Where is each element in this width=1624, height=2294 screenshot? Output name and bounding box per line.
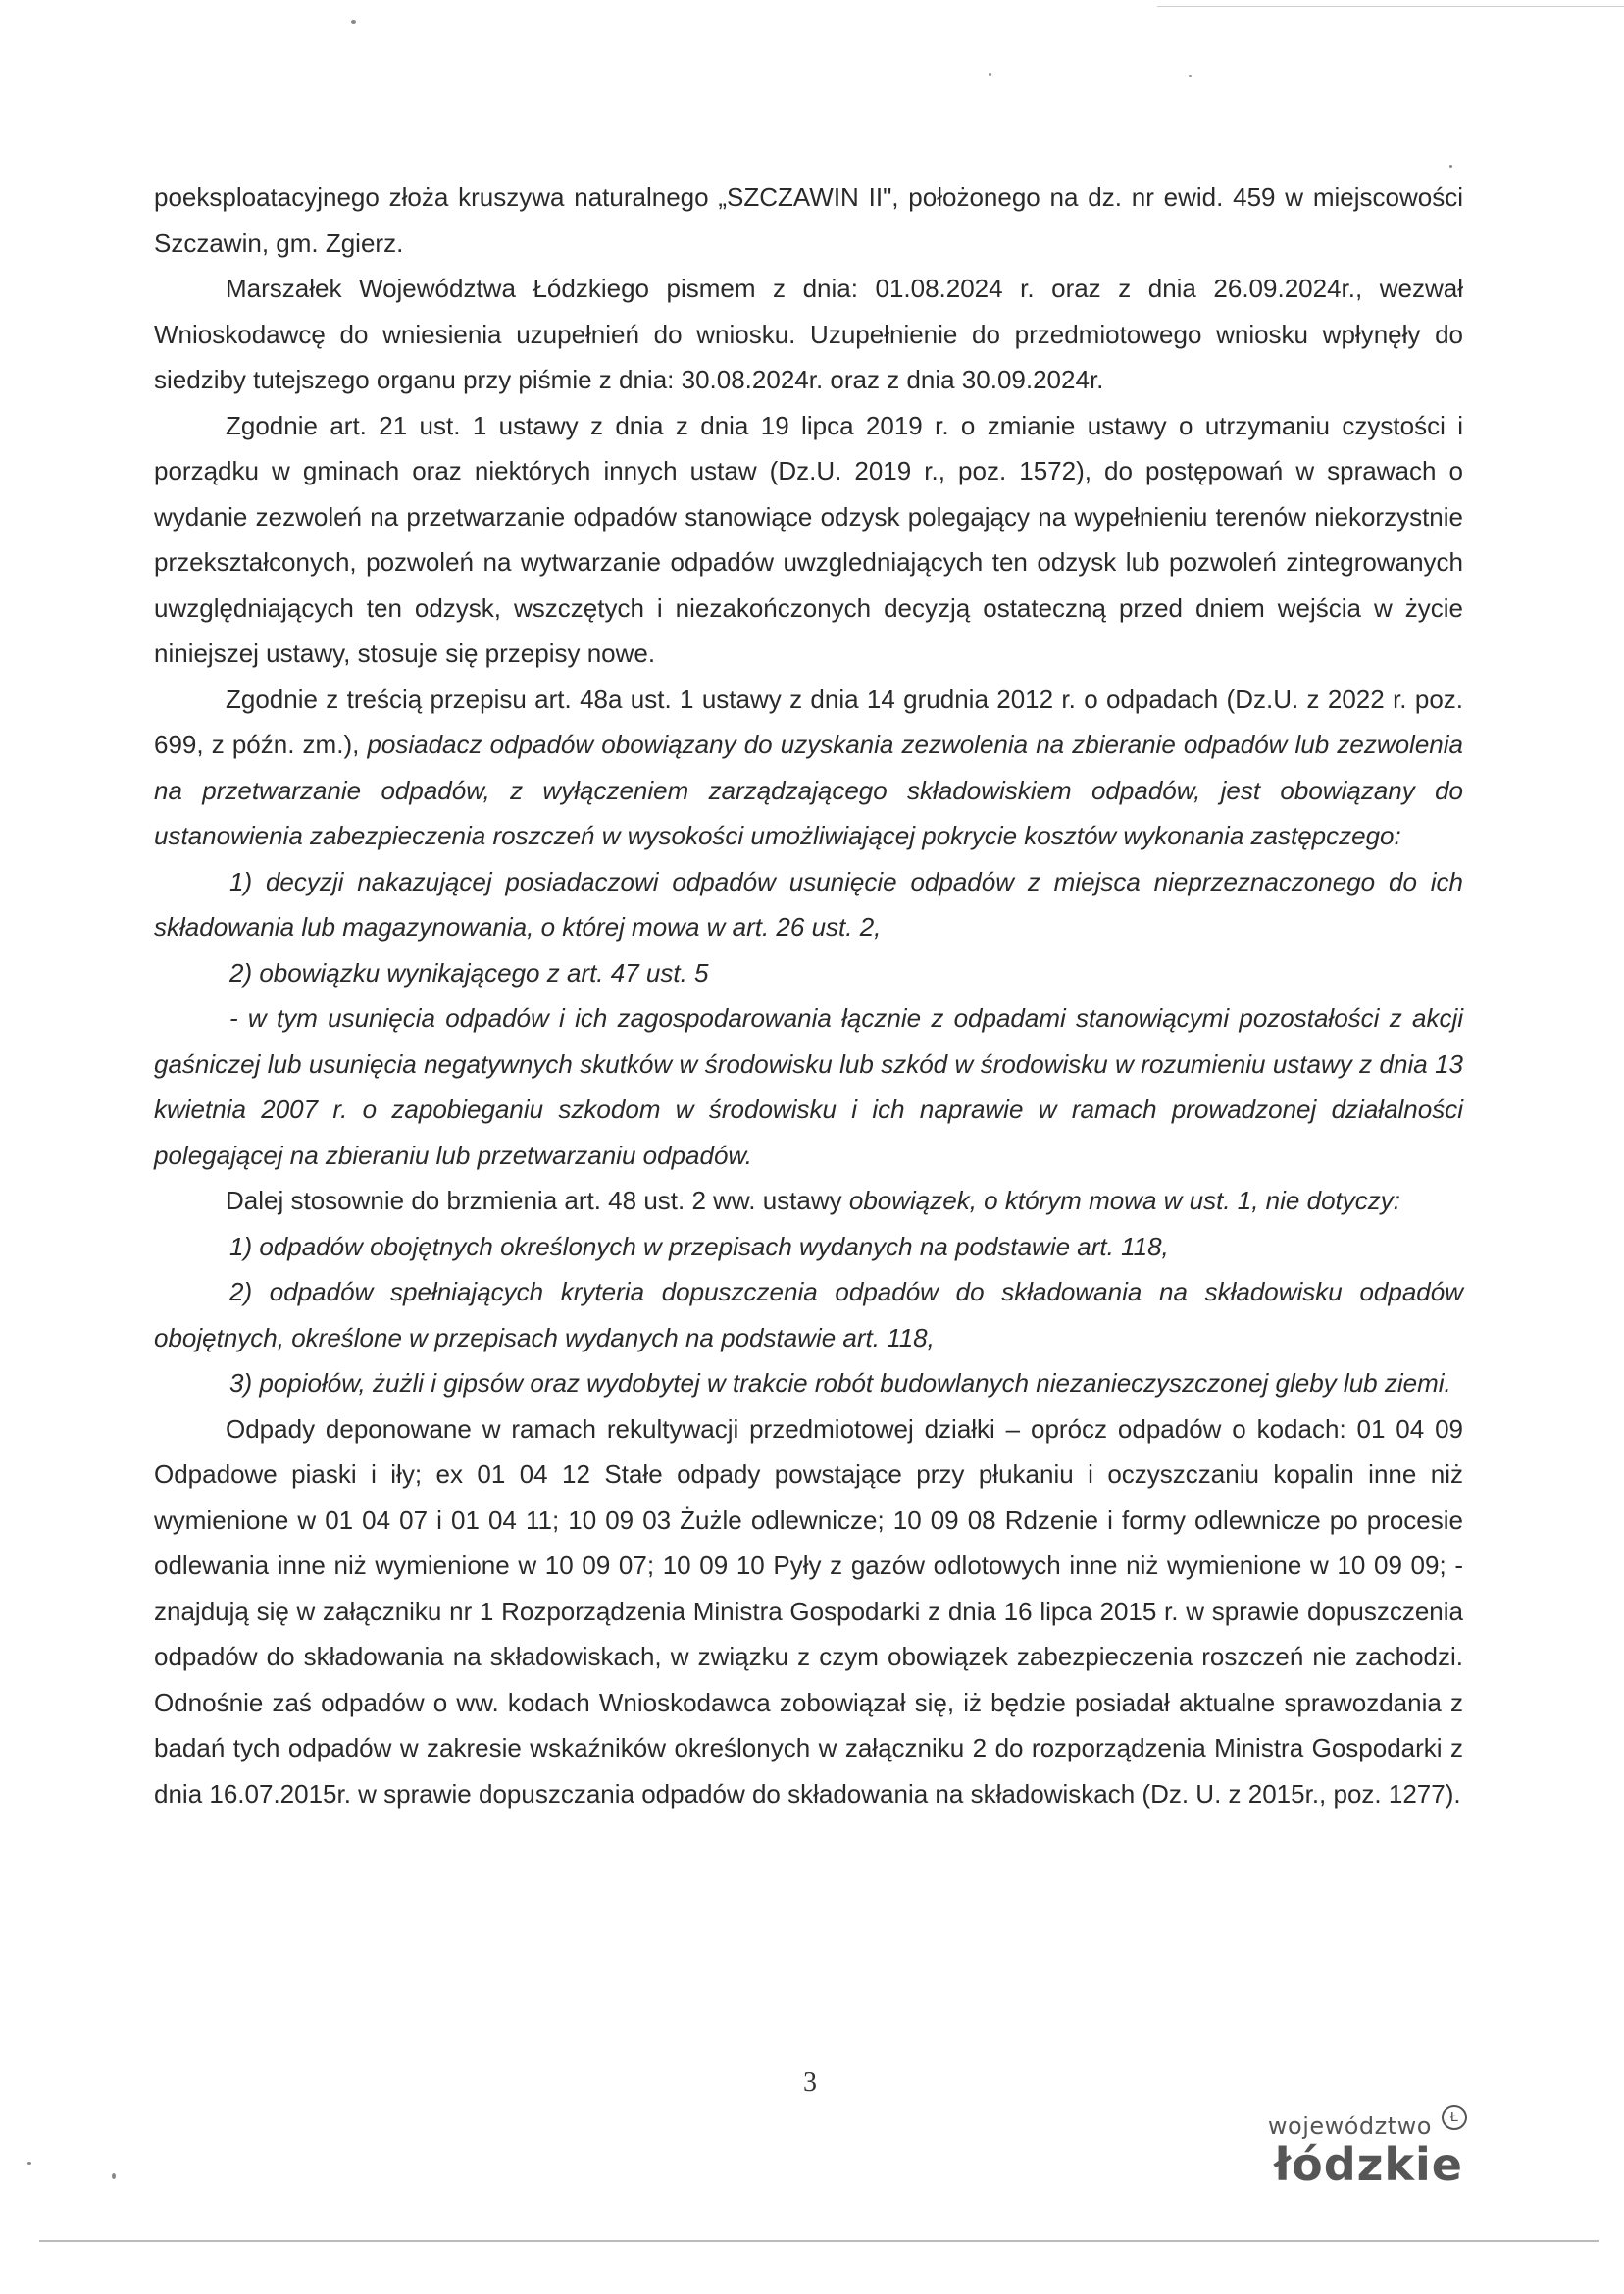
paragraph-text: poeksploatacyjnego złoża kruszywa naturalnego „SZCZAWIN II", położonego na dz. nr ewid. 459 w miejscowości Szczawin, gm. Zgierz. — [154, 182, 1463, 258]
scan-speck — [351, 20, 356, 24]
logo-mark-icon: Ł — [1442, 2105, 1467, 2130]
paragraph-text: Odpady deponowane w ramach rekultywacji przedmiotowej działki – oprócz odpadów o kodach: 01 04 09 Odpadowe piaski i iły; ex 01 04 12 Stałe odpady powstające przy płukaniu i oczyszczaniu kopalin inne niż wymienione w 01 04 07 i 01 04 11; 10 09 03 Żużle odlewnicze; 10 09 08 Rdzenie i formy odlewnicze po procesie odlewania inne niż wymienione w 10 09 07; 10 09 10 Pyły z gazów odlotowych inne niż wymienione w 10 09 09; - znajdują się w załączniku nr 1 Rozporządzenia Ministra Gospodarki z dnia 16 lipca 2015 r. w sprawie dopuszczenia odpadów do składowania na składowiskach, w związku z czym obowiązek zabezpieczenia roszczeń nie zachodzi. Odnośnie zaś odpadów o ww. kodach Wnioskodawca zobowiązał się, iż będzie posiadał aktualne sprawozdania z badań tych odpadów w zakresie wskaźników określonych w załączniku 2 do rozporządzenia Ministra Gospodarki z dnia 16.07.2015r. w sprawie dopuszczania odpadów do składowania na składowiskach (Dz. U. z 2015r., poz. 1277). — [154, 1413, 1463, 1809]
paragraph-text: Zgodnie z treścią przepisu art. 48a ust. 1 ustawy z dnia 14 grudnia 2012 r. o odpadach (Dz.U. z 2022 r. poz. 699, z późn. zm.), — [154, 684, 1463, 759]
italic-quote-text: 2) odpadów spełniających kryteria dopuszczenia odpadów do składowania na składowisku odpadów obojętnych, określone w przepisach wydanych na podstawie art. 118, — [154, 1277, 1463, 1352]
italic-quote-text: 3) popiołów, żużli i gipsów oraz wydobytej w trakcie robót budowlanych niezanieczyszczonej gleby lub ziemi. — [229, 1368, 1451, 1398]
footer-divider — [39, 2240, 1599, 2242]
scan-edge-line — [1157, 6, 1624, 7]
paragraph — [154, 175, 1463, 266]
scan-speck — [1189, 75, 1192, 77]
paragraph — [154, 995, 1463, 1178]
paragraph — [154, 266, 1463, 403]
paragraph-text: Dalej stosownie do brzmienia art. 48 ust. 2 ww. ustawy — [226, 1186, 849, 1215]
italic-quote-text: - w tym usunięcia odpadów i ich zagospodarowania łącznie z odpadami stanowiącymi pozostałości z akcji gaśniczej lub usunięcia negatywnych skutków w środowisku lub szkód w środowisku w rozumieniu ustawy z dnia 13 kwietnia 2007 r. o zapobieganiu szkodom w środowisku i ich naprawie w ramach prowadzonej działalności polegającej na zbieraniu lub przetwarzaniu odpadów. — [154, 1003, 1463, 1170]
page-number: 3 — [803, 2067, 817, 2098]
italic-quote-text: 2) obowiązku wynikającego z art. 47 ust. 5 — [229, 957, 709, 988]
paragraph — [154, 1360, 1463, 1406]
italic-quote-text: obowiązek, o którym mowa w ust. 1, nie dotyczy: — [848, 1186, 1400, 1215]
paragraph — [154, 950, 1463, 996]
paragraph-text: Zgodnie art. 21 ust. 1 ustawy z dnia z dnia 19 lipca 2019 r. o zmianie ustawy o utrzymaniu czystości i porządku w gminach oraz niektórych innych ustaw (Dz.U. 2019 r., poz. 1572), do postępowań w sprawach o wydanie zezwoleń na przetwarzanie odpadów stanowiące odzysk polegający na wypełnieniu terenów niekorzystnie przekształconych, pozwoleń na wytwarzanie odpadów uwzgledniających ten odzysk lub pozwoleń zintegrowanych uwzględniających ten odzysk, wszczętych i niezakończonych decyzją ostateczną przed dniem wejścia w życie niniejszej ustawy, stosuje się przepisy nowe. — [154, 410, 1463, 668]
paragraph — [154, 1178, 1463, 1224]
region-logo — [1267, 2105, 1469, 2193]
logo-top-text: województwo — [1267, 2113, 1432, 2140]
scan-speck — [1449, 165, 1452, 168]
paragraph — [154, 859, 1463, 950]
paragraph — [154, 403, 1463, 677]
italic-quote-text: posiadacz odpadów obowiązany do uzyskania zezwolenia na zbieranie odpadów lub zezwolenia na przetwarzanie odpadów, z wyłączeniem zarządzającego składowiskiem odpadów, jest obowiązany do ustanowienia zabezpieczenia roszczeń w wysokości umożliwiającej pokrycie kosztów wykonania zastępczego: — [154, 730, 1463, 850]
paragraph — [154, 677, 1463, 859]
italic-quote-text: 1) decyzji nakazującej posiadaczowi odpadów usunięcie odpadów z miejsca nieprzeznaczonego do ich składowania lub magazynowania, o której mowa w art. 26 ust. 2, — [154, 866, 1463, 942]
scan-speck — [112, 2173, 116, 2179]
paragraph-text: Marszałek Województwa Łódzkiego pismem z dnia: 01.08.2024 r. oraz z dnia 26.09.2024r., wezwał Wnioskodawcę do wniesienia uzupełnień do wniosku. Uzupełnienie do przedmiotowego wniosku wpłynęły do siedziby tutejszego organu przy piśmie z dnia: 30.08.2024r. oraz z dnia 30.09.2024r. — [154, 274, 1463, 394]
paragraph — [154, 1269, 1463, 1360]
document-body — [154, 175, 1463, 1816]
paragraph — [154, 1224, 1463, 1270]
italic-quote-text: 1) odpadów obojętnych określonych w przepisach wydanych na podstawie art. 118, — [229, 1231, 1169, 1261]
logo-main-text: łódzkie — [1274, 2138, 1463, 2191]
paragraph — [154, 1406, 1463, 1817]
scan-speck — [27, 2162, 31, 2165]
scan-speck — [989, 73, 991, 76]
